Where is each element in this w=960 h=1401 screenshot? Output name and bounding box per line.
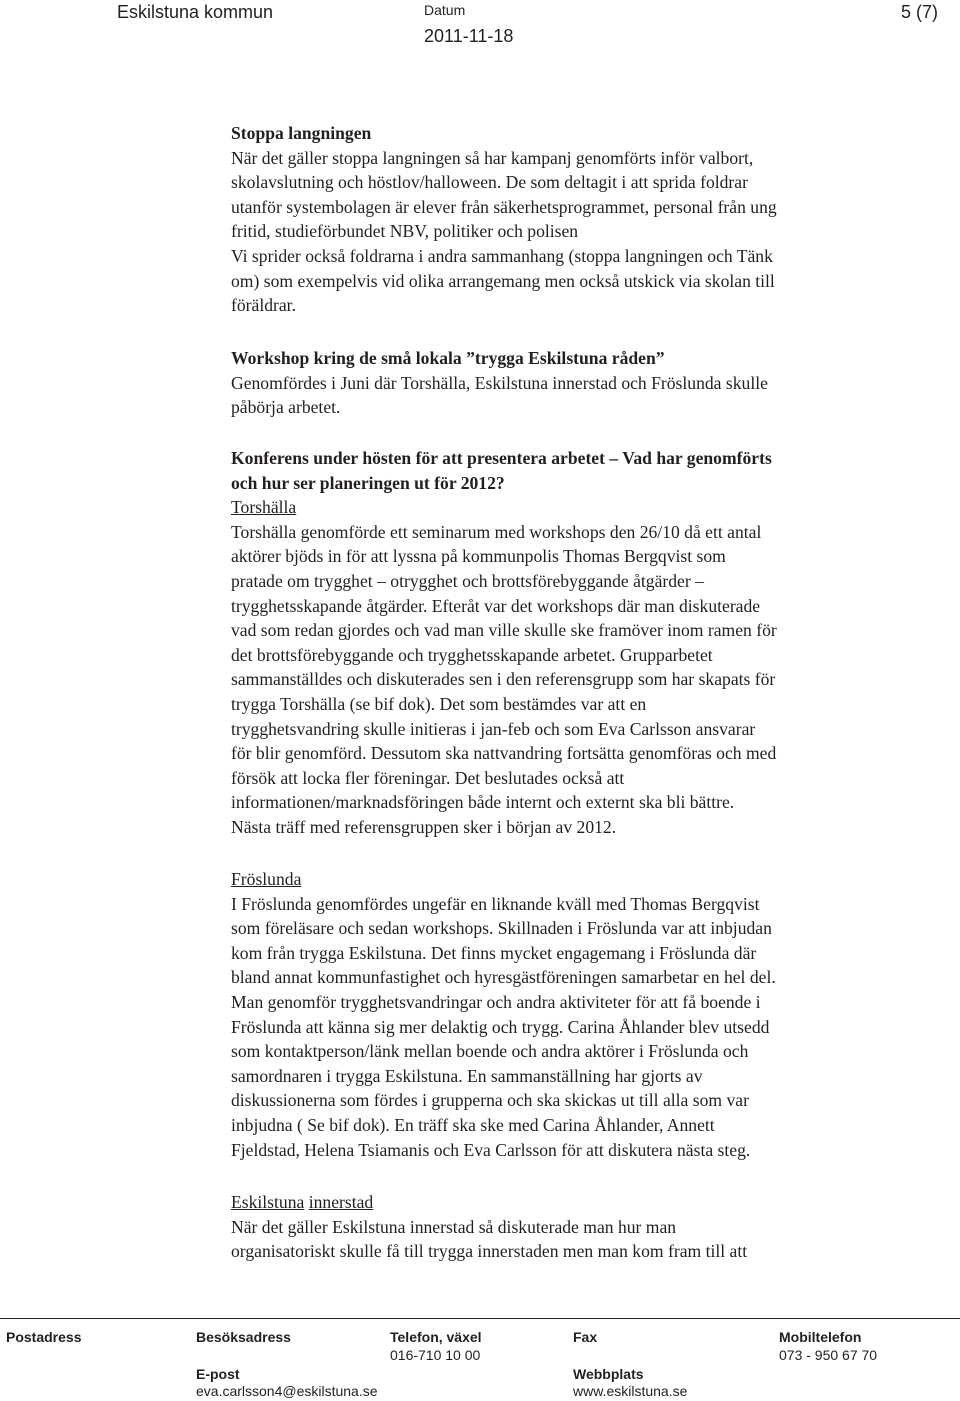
subheading-part: innerstad (308, 1192, 374, 1212)
paragraph-line: det brottsförebyggande och trygghetsskapande arbetet. Grupparbetet (231, 644, 713, 665)
section-stoppa-langningen (231, 121, 931, 318)
page-footer (0, 1318, 960, 1400)
fax-label: Fax (573, 1329, 598, 1345)
paragraph-line: När det gäller Eskilstuna innerstad så diskuterade man hur man (231, 1216, 677, 1237)
paragraph-line: organisatoriskt skulle få till trygga innerstaden men man kom fram till att (231, 1241, 748, 1262)
paragraph-line: inbjudna ( Se bif dok). En träff ska ske med Carina Åhlander, Annett (231, 1114, 715, 1135)
paragraph-line: om) som exempelvis vid olika arrangemang men också utskick via skolan till (231, 270, 775, 291)
paragraph-line: skolavslutning och höstlov/halloween. De som deltagit i att sprida foldrar (231, 172, 748, 193)
telefon-value: 016-710 10 00 (390, 1347, 481, 1363)
mobiltelefon-label: Mobiltelefon (779, 1329, 862, 1345)
webbplats-label: Webbplats (573, 1366, 644, 1382)
paragraph-line: I Fröslunda genomfördes ungefär en liknande kväll med Thomas Bergqvist (231, 893, 760, 914)
section-froslunda (231, 867, 931, 1162)
besoksadress-label: Besöksadress (196, 1329, 291, 1345)
paragraph-line: aktörer bjöds in för att lyssna på kommunpolis Thomas Bergqvist som (231, 546, 726, 567)
paragraph-line: Fjeldstad, Helena Tsiamanis och Eva Carlsson för att diskutera nästa steg. (231, 1139, 751, 1160)
section-heading: Stoppa langningen (231, 123, 372, 143)
section-heading: Konferens under hösten för att presentera arbetet – Vad har genomförts (231, 448, 772, 468)
document-date: 2011-11-18 (424, 26, 514, 46)
paragraph-line: Genomfördes i Juni där Torshälla, Eskilstuna innerstad och Fröslunda skulle (231, 372, 768, 393)
telefon-label: Telefon, växel (390, 1329, 482, 1345)
paragraph-line: som kontaktperson/länk mellan boende och andra aktörer i Fröslunda och (231, 1041, 749, 1062)
mobiltelefon-value: 073 - 950 67 70 (779, 1347, 878, 1363)
paragraph-line: samordnaren i trygga Eskilstuna. En sammanställning har gjorts av (231, 1065, 703, 1086)
section-workshop (231, 346, 931, 420)
paragraph-line: Fröslunda att känna sig mer delaktig och trygg. Carina Åhlander blev utsedd (231, 1016, 770, 1037)
paragraph-line: fritid, studieförbundet NBV, politiker och polisen (231, 221, 579, 242)
paragraph-line: Man genomför trygghetsvandringar och andra aktiviteter för att få boende i (231, 991, 761, 1012)
postadress-label: Postadress (6, 1329, 82, 1345)
paragraph-line: trygghetsvandring skulle initieras i jan-feb och som Eva Carlsson ansvarar (231, 718, 756, 739)
epost-label: E-post (196, 1366, 240, 1382)
section-heading: Workshop kring de små lokala ”trygga Eskilstuna råden” (231, 348, 665, 368)
subheading-froslunda: Fröslunda (231, 869, 302, 889)
webbplats-value[interactable]: www.eskilstuna.se (573, 1383, 688, 1399)
subheading-part: Eskilstuna (231, 1192, 305, 1212)
paragraph-line: kom från trygga Eskilstuna. Det finns mycket engagemang i Fröslunda där (231, 942, 757, 963)
paragraph-line: som föreläsare och sedan workshops. Skillnaden i Fröslunda var att inbjudan (231, 918, 772, 939)
organization-name: Eskilstuna kommun (117, 2, 274, 22)
paragraph-line: När det gäller stoppa langningen så har kampanj genomförts inför valbort, (231, 147, 754, 168)
paragraph-line: Nästa träff med referensgruppen sker i början av 2012. (231, 816, 617, 837)
paragraph-line: för blir genomförd. Dessutom ska nattvandring fortsätta genomföras och med (231, 743, 777, 764)
section-heading: och hur ser planeringen ut för 2012? (231, 472, 505, 493)
subheading-torshalla: Torshälla (231, 497, 297, 518)
paragraph-line: Vi sprider också foldrarna i andra sammanhang (stoppa langningen och Tänk (231, 245, 773, 266)
page-number: 5 (7) (900, 2, 938, 22)
paragraph-line: bland annat kommunfastighet och hyresgästföreningen samarbetar en hel del. (231, 967, 776, 988)
section-innerstad (231, 1190, 931, 1264)
subheading-innerstad (231, 1190, 931, 1215)
paragraph-line: trygghetsskapande åtgärder. Efteråt var det workshops där man diskuterade (231, 595, 761, 616)
section-konferens (231, 446, 931, 840)
paragraph-line: trygga Torshälla (se bif dok). Det som bestämdes var att en (231, 693, 647, 714)
paragraph-line: sammanställdes och diskuterades sen i den referensgrupp som har skapats för (231, 669, 776, 690)
paragraph-line: diskussionerna som fördes i grupperna och ska skickas ut till alla som var (231, 1090, 749, 1111)
paragraph-line: utanför systembolagen är elever från säkerhetsprogrammet, personal från ung (231, 196, 777, 217)
epost-value[interactable]: eva.carlsson4@eskilstuna.se (196, 1383, 378, 1399)
paragraph-line: försök att locka fler föreningar. Det beslutades också att (231, 767, 625, 788)
paragraph-line: föräldrar. (231, 295, 296, 316)
paragraph-line: påbörja arbetet. (231, 397, 341, 418)
paragraph-line: vad som redan gjordes och vad man ville skulle ske framöver inom ramen för (231, 620, 777, 641)
paragraph-line: pratade om trygghet – otrygghet och brottsförebyggande åtgärder – (231, 570, 704, 591)
date-label: Datum (424, 2, 466, 18)
paragraph-line: informationen/marknadsföringen både internt och externt ska bli bättre. (231, 792, 735, 813)
paragraph-line: Torshälla genomförde ett seminarum med workshops den 26/10 då ett antal (231, 521, 762, 542)
